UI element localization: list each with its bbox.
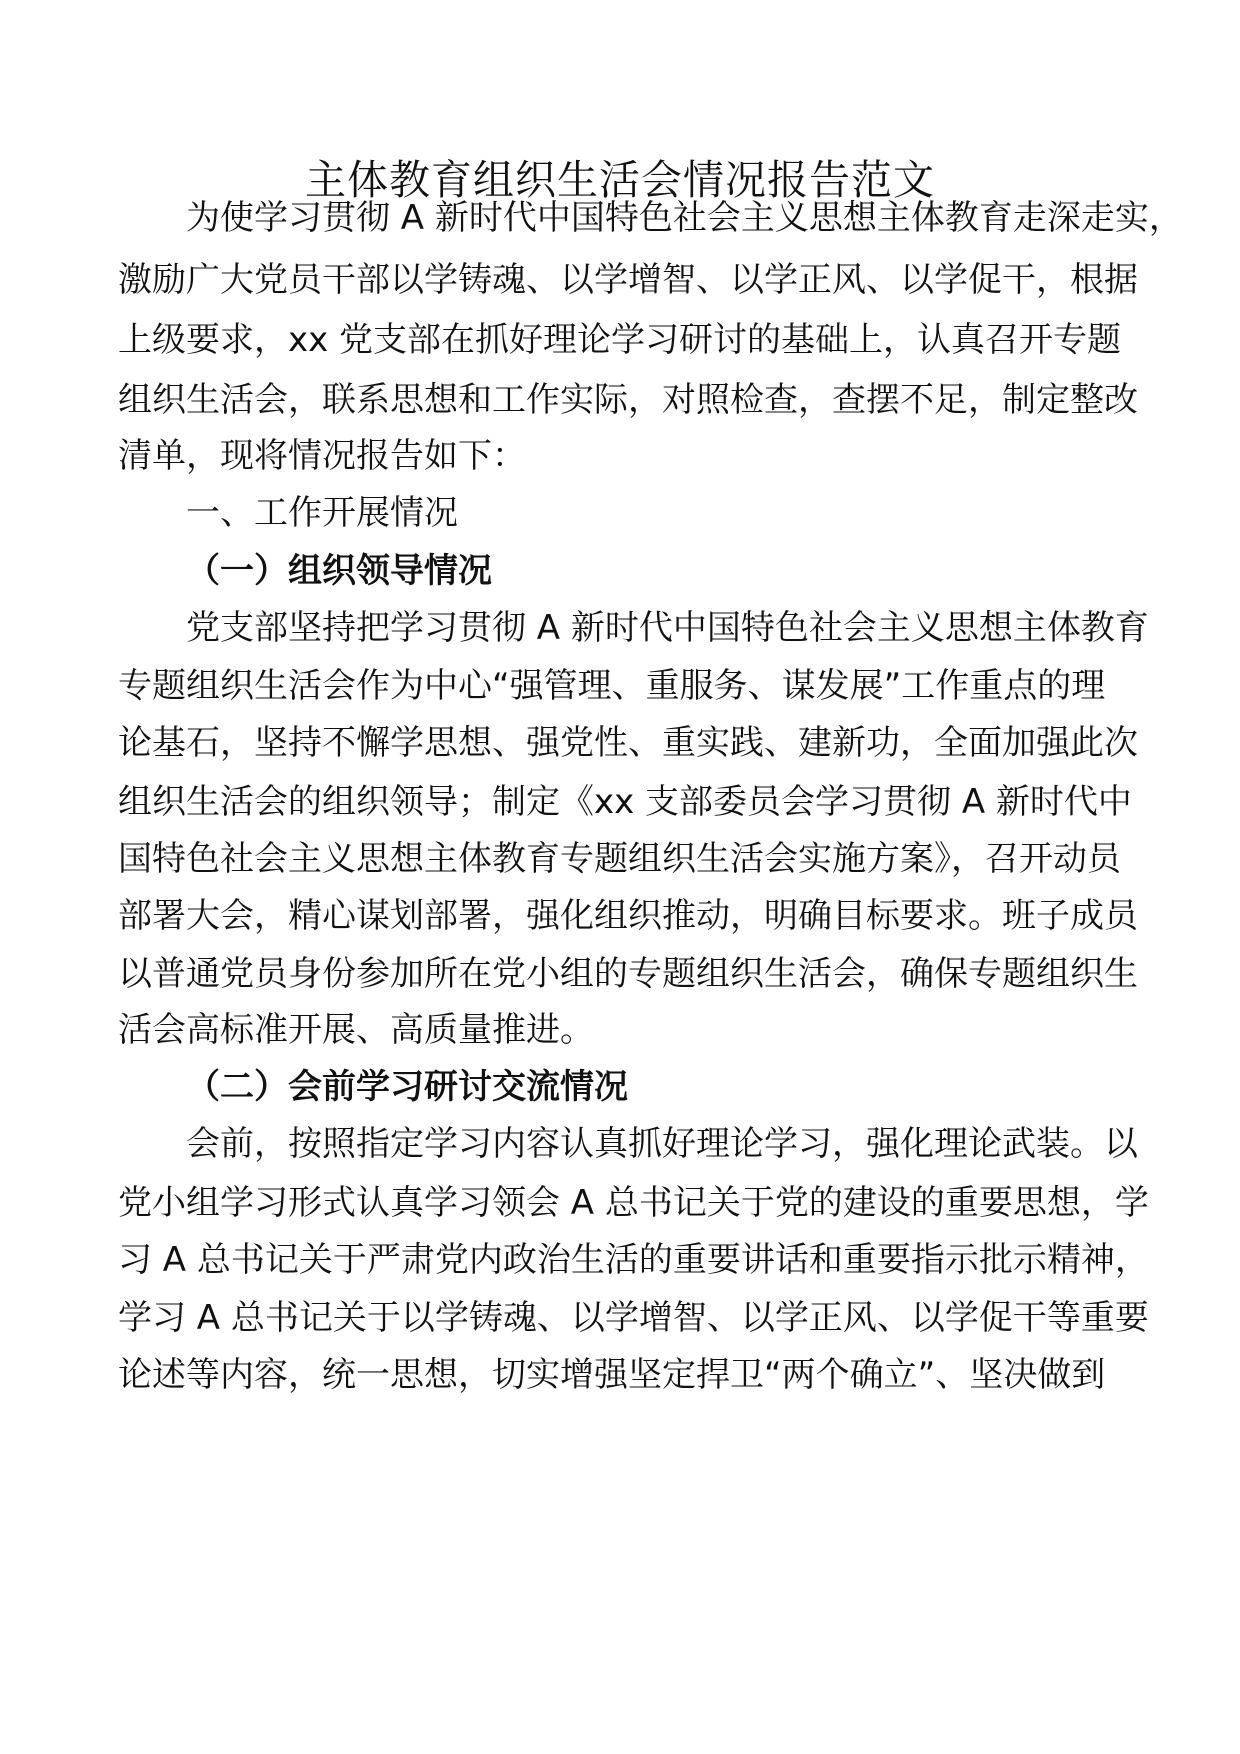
paragraph-line: 论述等内容，统一思想，切实增强坚定捍卫“两个确立”、坚决做到 — [118, 1355, 1106, 1395]
section-heading: 一、工作开展情况 — [186, 493, 458, 533]
paragraph-line: 组织生活会的组织领导；制定《xx 支部委员会学习贯彻 A 新时代中 — [118, 782, 1132, 822]
paragraph-line: 党小组学习形式认真学习领会 A 总书记关于党的建设的重要思想，学 — [118, 1183, 1149, 1223]
paragraph-line: 国特色社会主义思想主体教育专题组织生活会实施方案》，召开动员 — [118, 839, 1121, 879]
document-title: 主体教育组织生活会情况报告范文 — [305, 156, 935, 204]
paragraph-line: 上级要求，xx 党支部在抓好理论学习研讨的基础上，认真召开专题 — [118, 320, 1122, 360]
paragraph-line: 论基石，坚持不懈学思想、强党性、重实践、建新功，全面加强此次 — [118, 723, 1138, 763]
paragraph-line: 专题组织生活会作为中心“强管理、重服务、谋发展”工作重点的理 — [118, 666, 1106, 706]
paragraph-line: 为使学习贯彻 A 新时代中国特色社会主义思想主体教育走深走实， — [186, 198, 1183, 238]
paragraph-line: 以普通党员身份参加所在党小组的专题组织生活会，确保专题组织生 — [118, 954, 1138, 994]
paragraph-line: 部署大会，精心谋划部署，强化组织推动，明确目标要求。班子成员 — [118, 896, 1138, 936]
subsection-heading: （二）会前学习研讨交流情况 — [186, 1067, 628, 1107]
paragraph-line: 学习 A 总书记关于以学铸魂、以学增智、以学正风、以学促干等重要 — [118, 1298, 1149, 1338]
paragraph-line: 清单，现将情况报告如下： — [118, 436, 526, 476]
paragraph-line: 激励广大党员干部以学铸魂、以学增智、以学正风、以学促干，根据 — [118, 260, 1138, 300]
paragraph-line: 习 A 总书记关于严肃党内政治生活的重要讲话和重要指示批示精神， — [118, 1240, 1149, 1280]
paragraph-line: 会前，按照指定学习内容认真抓好理论学习，强化理论武装。以 — [186, 1124, 1138, 1164]
paragraph-line: 组织生活会，联系思想和工作实际，对照检查，查摆不足，制定整改 — [118, 380, 1138, 420]
paragraph-line: 党支部坚持把学习贯彻 A 新时代中国特色社会主义思想主体教育 — [186, 608, 1149, 648]
subsection-heading: （一）组织领导情况 — [186, 551, 492, 591]
paragraph-line: 活会高标准开展、高质量推进。 — [118, 1010, 594, 1050]
